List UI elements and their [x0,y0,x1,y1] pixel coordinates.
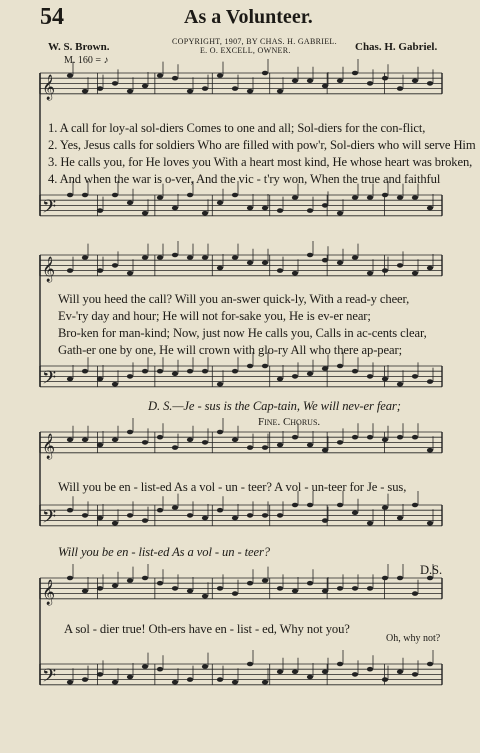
chorus-line-1: Will you be en - list-ed As a vol - un - teer? A vol - un-teer for Je - sus, [58,480,407,494]
verse-2-continued: Ev-'ry day and hour; He will not for-sake you, He is ev-er near; [58,309,371,323]
svg-text:𝄞: 𝄞 [42,74,56,100]
copyright-line-1: COPYRIGHT, 1907, BY CHAS. H. GABRIEL. [172,37,337,46]
svg-text:𝄢: 𝄢 [42,196,57,222]
svg-text:𝄞: 𝄞 [42,433,56,459]
verse-4-line: 4. And when the war is o-ver, And the vic - t'ry won, When the true and faithful [48,172,441,186]
verse-1-continued: Will you heed the call? Will you an-swer quick-ly, With a read-y cheer, [58,292,410,306]
hymn-title: As a Volunteer. [184,6,313,28]
svg-text:𝄢: 𝄢 [42,665,57,691]
svg-text:𝄞: 𝄞 [42,579,56,605]
chorus-echo: Oh, why not? [386,633,441,644]
verse-3-continued: Bro-ken for man-kind; Now, just now He calls you, Calls in ac-cents clear, [58,326,427,340]
fine-chorus-marking: Fine. Chorus. [258,416,321,428]
verse-2-line: 2. Yes, Jesus calls for soldiers Who are filled with pow'r, Sol-diers who will serve Him [48,138,476,152]
chorus-bass-line: Will you be en - list-ed As a vol - un - teer? [58,545,271,559]
verse-3-line: 3. He calls you, for He loves you With a heart most kind, He whose heart was broken, [48,155,473,169]
svg-text:𝄞: 𝄞 [42,256,56,282]
verse-1-line: 1. A call for loy-al sol-diers Comes to one and all; Sol-diers for the con-flict, [48,121,426,135]
copyright-line-2: E. O. EXCELL, OWNER. [200,46,291,55]
author-credit: W. S. Brown. [48,41,110,53]
svg-text:𝄢: 𝄢 [42,367,57,393]
page-number: 54 [40,4,64,30]
chorus-line-2: A sol - dier true! Oth-ers have en - list - ed, Why not you? [64,622,350,636]
ds-mark: D.S. [420,563,442,577]
verse-4-continued: Gath-er one by one, He will crown with glo-ry All who there ap-pear; [58,343,402,357]
svg-text:𝄢: 𝄢 [42,506,57,532]
composer-credit: Chas. H. Gabriel. [355,41,438,53]
ds-lyric-line: D. S.—Je - sus is the Cap-tain, We will nev-er fear; [148,399,401,413]
tempo-marking: M. 160 = ♪ [64,55,109,66]
